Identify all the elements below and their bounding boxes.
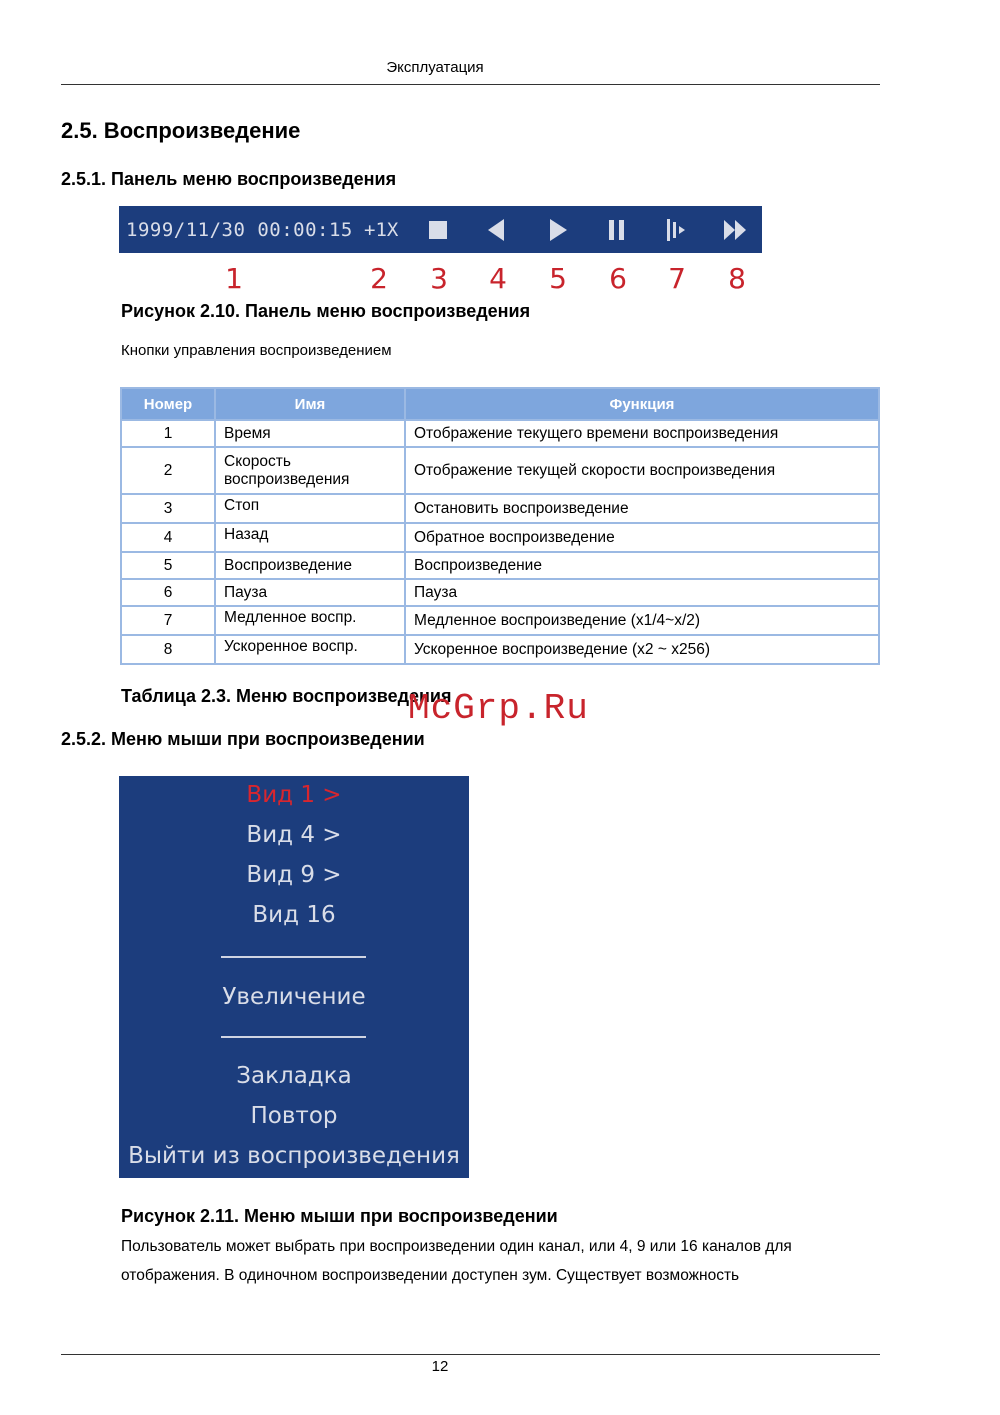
table-row xyxy=(121,420,879,447)
row-function: Отображение текущего времени воспроизведения xyxy=(405,420,879,447)
row-name: Воспроизведение xyxy=(215,552,405,579)
row-number: 8 xyxy=(121,635,215,664)
menu-separator xyxy=(221,956,366,958)
page-number: 12 xyxy=(431,1358,449,1375)
table-row xyxy=(121,579,879,606)
slow-play-icon[interactable] xyxy=(664,218,688,242)
figure-caption-2-10: Рисунок 2.10. Панель меню воспроизведения xyxy=(121,301,531,321)
table-row xyxy=(121,494,879,523)
body-paragraph-line: Пользователь может выбрать при воспроизведении один канал, или 4, 9 или 16 каналов для xyxy=(121,1238,792,1255)
function-table xyxy=(120,387,880,665)
stop-icon[interactable] xyxy=(426,218,450,242)
pause-icon[interactable] xyxy=(605,218,629,242)
row-function: Пауза xyxy=(405,579,879,606)
row-function: Медленное воспроизведение (x1/4~x/2) xyxy=(405,606,879,635)
subsection-title-mouse-menu: 2.5.2. Меню мыши при воспроизведении xyxy=(61,729,425,749)
row-name: Пауза xyxy=(215,579,405,606)
mouse-context-menu xyxy=(119,776,469,1178)
table-row xyxy=(121,635,879,664)
row-name: Назад xyxy=(215,523,405,552)
row-number: 5 xyxy=(121,552,215,579)
column-header: Имя xyxy=(215,388,405,420)
subsection-title-panel: 2.5.1. Панель меню воспроизведения xyxy=(61,169,397,189)
menu-item-exit-playback[interactable]: Выйти из воспроизведения xyxy=(128,1143,460,1169)
menu-item-view-16[interactable]: Вид 16 xyxy=(252,902,336,928)
body-paragraph-line: отображения. В одиночном воспроизведении доступен зум. Существует возможность xyxy=(121,1267,740,1284)
fast-forward-icon[interactable] xyxy=(723,218,747,242)
row-number: 1 xyxy=(121,420,215,447)
playback-speed: +1X xyxy=(364,219,399,241)
callout-number: 2 xyxy=(370,262,388,295)
table-row xyxy=(121,606,879,635)
callout-number: 4 xyxy=(489,262,507,295)
table-row xyxy=(121,523,879,552)
row-name: Скорость воспроизведения xyxy=(215,447,405,494)
row-function: Отображение текущей скорости воспроизведения xyxy=(405,447,879,494)
row-name: Ускоренное воспр. xyxy=(215,635,405,664)
figure-caption-2-11: Рисунок 2.11. Меню мыши при воспроизведении xyxy=(121,1206,558,1226)
table-row xyxy=(121,447,879,494)
callout-number: 7 xyxy=(668,262,686,295)
section-title: 2.5. Воспроизведение xyxy=(61,118,301,143)
row-name: Время xyxy=(215,420,405,447)
row-function: Обратное воспроизведение xyxy=(405,523,879,552)
playback-time: 1999/11/30 00:00:15 xyxy=(126,219,353,241)
column-header: Функция xyxy=(405,388,879,420)
callout-number: 8 xyxy=(728,262,746,295)
row-function: Ускоренное воспроизведение (x2 ~ x256) xyxy=(405,635,879,664)
menu-item-view-4[interactable]: Вид 4 > xyxy=(246,822,342,848)
menu-item-zoom[interactable]: Увеличение xyxy=(222,984,366,1010)
table-header-row xyxy=(121,388,879,420)
reverse-icon[interactable] xyxy=(484,218,508,242)
play-icon[interactable] xyxy=(546,218,570,242)
callout-number: 3 xyxy=(430,262,448,295)
table-row xyxy=(121,552,879,579)
callout-number: 5 xyxy=(549,262,567,295)
watermark: McGrp.Ru xyxy=(408,688,589,729)
menu-item-bookmark[interactable]: Закладка xyxy=(236,1063,352,1089)
menu-item-view-1[interactable]: Вид 1 > xyxy=(246,782,342,808)
row-number: 4 xyxy=(121,523,215,552)
row-function: Воспроизведение xyxy=(405,552,879,579)
callout-number: 6 xyxy=(609,262,627,295)
row-number: 7 xyxy=(121,606,215,635)
row-number: 6 xyxy=(121,579,215,606)
running-header: Эксплуатация xyxy=(386,59,484,76)
row-name: Стоп xyxy=(215,494,405,523)
header-rule xyxy=(61,84,880,85)
row-number: 2 xyxy=(121,447,215,494)
table-caption: Таблица 2.3. Меню воспроизведения xyxy=(121,686,452,706)
table-intro: Кнопки управления воспроизведением xyxy=(121,342,392,359)
menu-item-repeat[interactable]: Повтор xyxy=(250,1103,338,1129)
callout-number: 1 xyxy=(225,262,243,295)
playback-toolbar xyxy=(119,206,762,253)
row-name: Медленное воспр. xyxy=(215,606,405,635)
footer-rule xyxy=(61,1354,880,1355)
menu-separator xyxy=(221,1036,366,1038)
column-header: Номер xyxy=(121,388,215,420)
row-number: 3 xyxy=(121,494,215,523)
menu-item-view-9[interactable]: Вид 9 > xyxy=(246,862,342,888)
row-function: Остановить воспроизведение xyxy=(405,494,879,523)
